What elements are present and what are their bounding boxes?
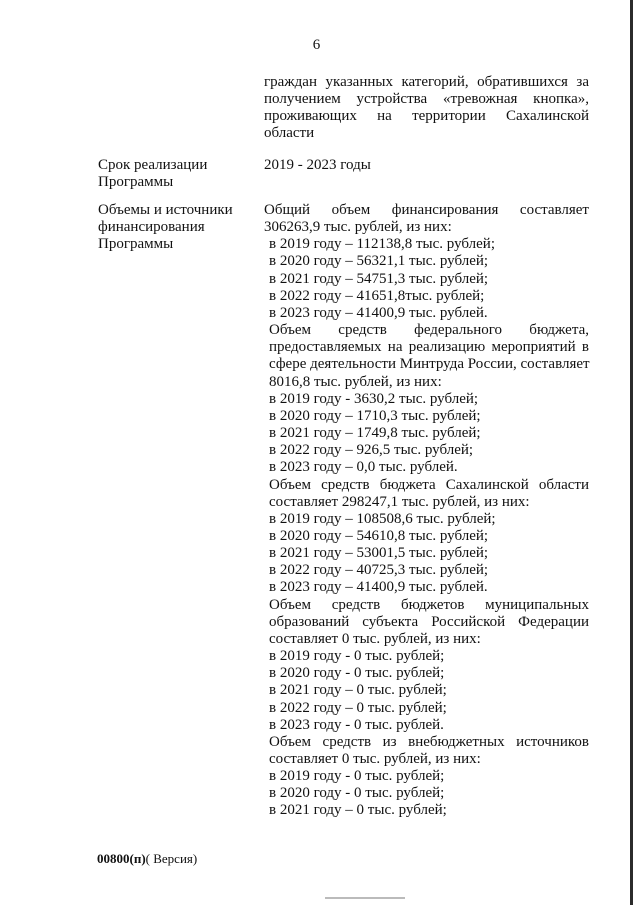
intro-line: области [264, 125, 315, 142]
funding-details [264, 202, 589, 820]
scan-mark [325, 897, 405, 899]
intro-line: проживающих на территории Сахалинской [264, 108, 589, 125]
funding-label-line: Объемы и источники [98, 202, 233, 218]
year-line: в 2023 году – 0,0 тыс. рублей. [269, 459, 458, 476]
year-line: в 2021 году – 1749,8 тыс. рублей; [269, 425, 481, 442]
extrabudget-section [264, 734, 589, 820]
municipal-line: Объем средств бюджетов муниципальных [269, 596, 589, 613]
year-line: в 2021 году – 53001,5 тыс. рублей; [269, 545, 489, 562]
funding-label-line: Программы [98, 236, 174, 252]
federal-budget-section [264, 322, 589, 476]
year-line: в 2019 году - 0 тыс. рублей; [269, 648, 445, 665]
total-line: Общий объем финансирования составляет [264, 202, 589, 218]
regional-line: Объем средств бюджета Сахалинской области [269, 476, 589, 493]
year-line: в 2023 году - 0 тыс. рублей. [269, 716, 444, 733]
federal-line: Объем средств федерального бюджета, [269, 322, 589, 339]
regional-budget-section [264, 477, 589, 597]
year-line: в 2021 году – 0 тыс. рублей; [269, 682, 447, 699]
term-label [98, 157, 248, 191]
year-line: в 2020 году – 54610,8 тыс. рублей; [269, 527, 489, 544]
year-line: в 2022 году – 40725,3 тыс. рублей; [269, 562, 489, 579]
term-label-line: Срок реализации [98, 157, 208, 173]
footer-suffix: ( Версия) [145, 851, 198, 866]
year-line: в 2020 году – 1710,3 тыс. рублей; [269, 407, 481, 424]
year-line: в 2019 году – 108508,6 тыс. рублей; [269, 510, 496, 527]
municipal-line: образований субъекта Российской Федерации [269, 613, 589, 630]
term-value: 2019 - 2023 годы [264, 157, 371, 173]
year-line: в 2020 году - 0 тыс. рублей; [269, 665, 445, 682]
regional-line: составляет 298247,1 тыс. рублей, из них: [269, 493, 530, 510]
year-line: в 2023 году – 41400,9 тыс. рублей. [269, 579, 488, 596]
term-label-line: Программы [98, 174, 174, 190]
extrabudget-line: составляет 0 тыс. рублей, из них: [269, 751, 481, 767]
funding-label [98, 202, 248, 253]
intro-text [264, 74, 589, 143]
year-line: в 2023 году – 41400,9 тыс. рублей. [269, 304, 488, 321]
total-line: 306263,9 тыс. рублей, из них: [264, 219, 452, 236]
year-line: в 2022 году – 41651,8тыс. рублей; [269, 287, 485, 304]
year-line: в 2019 году – 112138,8 тыс. рублей; [269, 236, 495, 253]
footer-version [97, 851, 197, 867]
funding-label-line: финансирования [98, 219, 205, 235]
federal-line: 8016,8 тыс. рублей, из них: [269, 373, 442, 390]
page-number: 6 [312, 37, 321, 53]
year-line: в 2022 году – 0 тыс. рублей; [269, 699, 447, 716]
year-line: в 2019 году - 0 тыс. рублей; [269, 768, 445, 785]
federal-line: сфере деятельности Минтруда России, составляет [269, 356, 590, 373]
year-line: в 2020 году - 0 тыс. рублей; [269, 785, 445, 802]
intro-line: получением устройства «тревожная кнопка», [264, 91, 589, 108]
year-line: в 2020 году – 56321,1 тыс. рублей; [269, 253, 489, 270]
municipal-budget-section [264, 597, 589, 734]
footer-code: 00800(п) [97, 851, 146, 866]
municipal-line: составляет 0 тыс. рублей, из них: [269, 630, 481, 647]
year-line: в 2022 году – 926,5 тыс. рублей; [269, 442, 474, 459]
year-line: в 2021 году – 0 тыс. рублей; [269, 802, 447, 819]
year-line: в 2021 году – 54751,3 тыс. рублей; [269, 270, 489, 287]
year-line: в 2019 году - 3630,2 тыс. рублей; [269, 390, 479, 407]
federal-line: предоставляемых на реализацию мероприятий в [269, 339, 589, 356]
extrabudget-line: Объем средств из внебюджетных источников [269, 733, 589, 750]
intro-line: граждан указанных категорий, обратившихся за [264, 74, 589, 90]
total-funding-section [264, 202, 589, 322]
